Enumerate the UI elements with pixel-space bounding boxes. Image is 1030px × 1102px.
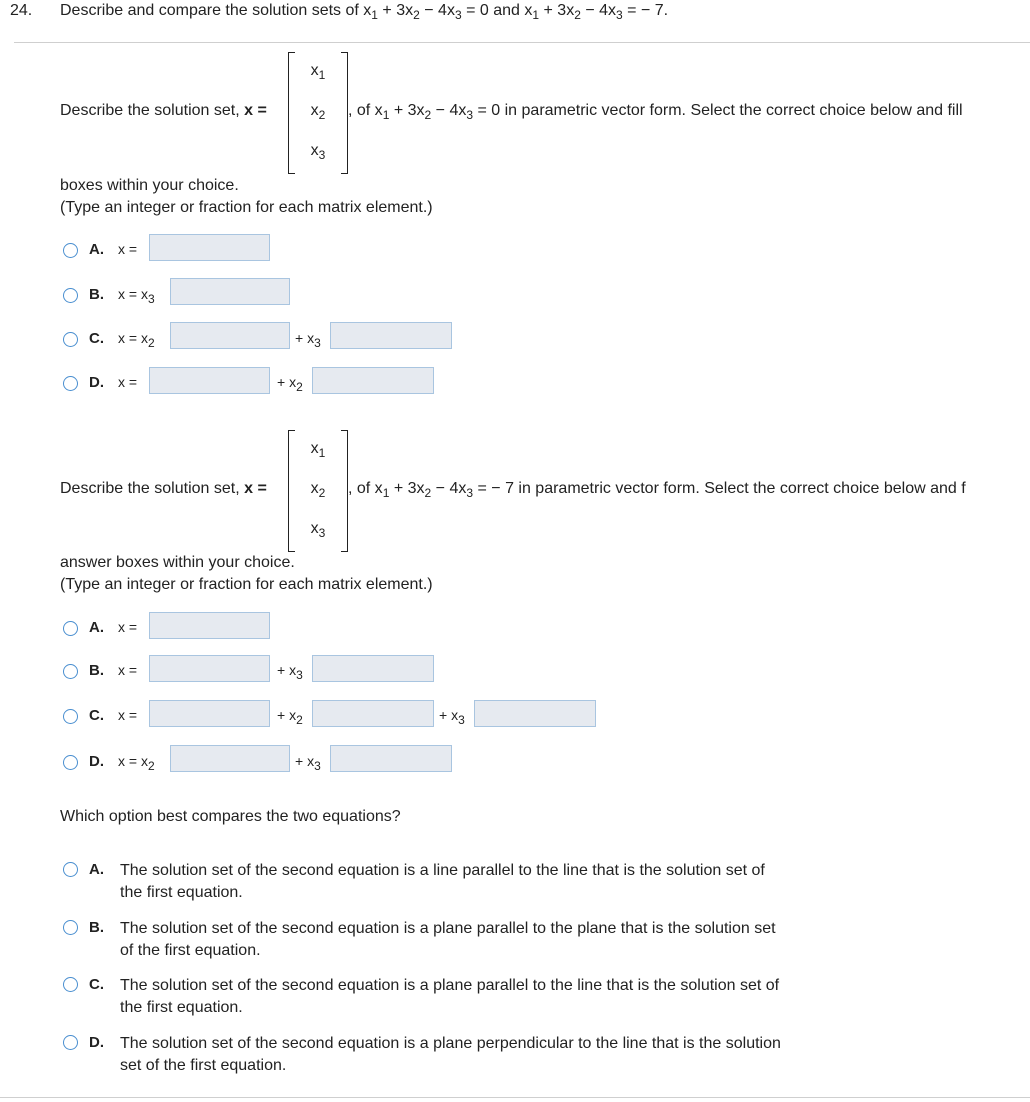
part2-continuation: answer boxes within your choice.: [60, 554, 295, 571]
part1-hint: (Type an integer or fraction for each matrix element.): [60, 199, 433, 216]
compare-option-b-radio[interactable]: [63, 920, 78, 935]
part2-option-d-plus: + $x_3$: [295, 753, 321, 773]
part2-option-c-radio[interactable]: [63, 709, 78, 724]
matrix-element-x3: $x_3$: [310, 520, 326, 540]
header-divider: [14, 42, 1030, 43]
part2-option-a-letter: A.: [89, 619, 104, 636]
part2-option-c-lead: x =: [118, 707, 138, 723]
part1-continuation: boxes within your choice.: [60, 177, 239, 194]
part2-option-c-plus-1: + $x_2$: [277, 707, 303, 727]
part2-option-a-input[interactable]: [149, 612, 270, 639]
part2-option-c-plus-2: + $x_3$: [439, 707, 465, 727]
matrix-element-x1: $x_1$: [310, 440, 326, 460]
compare-option-a-letter: A.: [89, 861, 104, 878]
compare-option-a-radio[interactable]: [63, 862, 78, 877]
part1-option-a-letter: A.: [89, 241, 104, 258]
question-number: 24.: [10, 2, 33, 19]
part1-vector-matrix: [288, 52, 348, 174]
part1-option-c-input-2[interactable]: [330, 322, 452, 349]
footer-divider: [0, 1097, 1030, 1098]
part2-option-c-input-1[interactable]: [149, 700, 270, 727]
part1-option-c-input-1[interactable]: [170, 322, 290, 349]
part2-option-d-input-2[interactable]: [330, 745, 452, 772]
part2-describe-label: Describe the solution set, x =: [60, 480, 267, 497]
compare-option-b-letter: B.: [89, 919, 104, 936]
part1-option-d-plus: + $x_2$: [277, 374, 303, 394]
part2-option-c-input-2[interactable]: [312, 700, 434, 727]
question-header: Describe and compare the solution sets of $x_1 + 3x_2 - 4x_3 = 0$ and $x_1 + 3x_2 - 4x_3$ = − 7.: [60, 2, 669, 22]
part2-option-a-radio[interactable]: [63, 621, 78, 636]
part2-option-d-lead: $x = x_2$: [118, 753, 155, 773]
part2-option-b-letter: B.: [89, 662, 104, 679]
part2-equation-text: , of $x_1 + 3x_2 - 4x_3$ = − 7 in parametric vector form. Select the correct choice below and f: [348, 480, 966, 500]
part1-option-c-letter: C.: [89, 330, 104, 347]
part2-option-a-lead: x =: [118, 619, 138, 635]
part1-option-c-plus: + $x_3$: [295, 330, 321, 350]
part2-option-b-plus: + $x_3$: [277, 662, 303, 682]
part1-option-d-letter: D.: [89, 374, 104, 391]
matrix-element-x3: $x_3$: [310, 142, 326, 162]
part1-option-a-input[interactable]: [149, 234, 270, 261]
part1-option-b-input[interactable]: [170, 278, 290, 305]
part2-option-b-lead: x =: [118, 662, 138, 678]
part2-option-d-input-1[interactable]: [170, 745, 290, 772]
part2-vector-matrix: [288, 430, 348, 552]
part1-option-b-letter: B.: [89, 286, 104, 303]
matrix-element-x2: $x_2$: [310, 480, 326, 500]
part2-option-d-radio[interactable]: [63, 755, 78, 770]
part2-option-b-input-2[interactable]: [312, 655, 434, 682]
compare-option-d-radio[interactable]: [63, 1035, 78, 1050]
part1-option-b-radio[interactable]: [63, 288, 78, 303]
part1-describe-label: Describe the solution set, x =: [60, 102, 267, 119]
part1-equation-text: , of $x_1 + 3x_2 - 4x_3 = 0$ in parametric vector form. Select the correct choice below and fill: [348, 102, 963, 122]
compare-option-c-radio[interactable]: [63, 977, 78, 992]
part2-option-b-input-1[interactable]: [149, 655, 270, 682]
part1-option-c-radio[interactable]: [63, 332, 78, 347]
part1-option-b-lead: $x = x_3$: [118, 286, 155, 306]
part1-option-d-radio[interactable]: [63, 376, 78, 391]
part2-option-c-input-3[interactable]: [474, 700, 596, 727]
part1-option-a-radio[interactable]: [63, 243, 78, 258]
compare-prompt: Which option best compares the two equations?: [60, 808, 401, 825]
part1-option-d-input-1[interactable]: [149, 367, 270, 394]
compare-option-c-letter: C.: [89, 976, 104, 993]
compare-option-c-text: The solution set of the second equation is a plane parallel to the line that is the solution set of the first equation.: [120, 977, 780, 1016]
matrix-element-x2: $x_2$: [310, 102, 326, 122]
part2-option-c-letter: C.: [89, 707, 104, 724]
part1-option-d-lead: x =: [118, 374, 138, 390]
part2-option-b-radio[interactable]: [63, 664, 78, 679]
part1-option-c-lead: $x = x_2$: [118, 330, 155, 350]
part2-hint: (Type an integer or fraction for each matrix element.): [60, 576, 433, 593]
part1-option-d-input-2[interactable]: [312, 367, 434, 394]
matrix-element-x1: $x_1$: [310, 62, 326, 82]
compare-option-a-text: The solution set of the second equation is a line parallel to the line that is the solution set of the first equation.: [120, 862, 765, 901]
compare-option-d-text: The solution set of the second equation is a plane perpendicular to the line that is the solution set of the first equation.: [120, 1035, 781, 1074]
compare-option-d-letter: D.: [89, 1034, 104, 1051]
part1-option-a-lead: x =: [118, 241, 138, 257]
part2-option-d-letter: D.: [89, 753, 104, 770]
compare-option-b-text: The solution set of the second equation is a plane parallel to the plane that is the solution set of the first equation.: [120, 920, 776, 959]
